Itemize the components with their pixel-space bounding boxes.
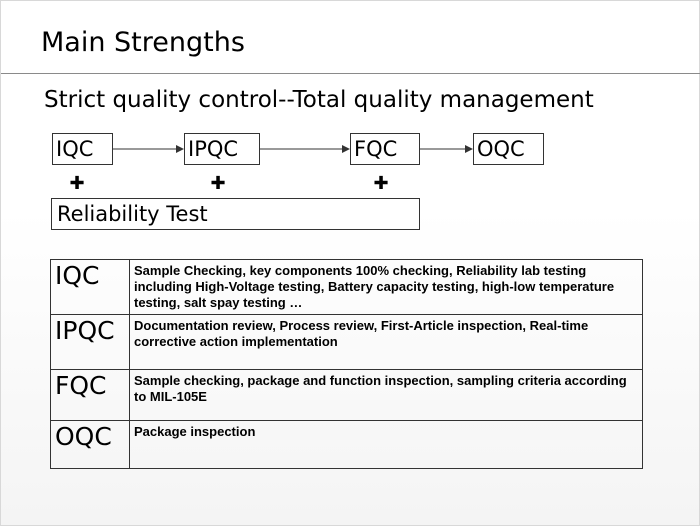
qc-code: IPQC [51,315,130,370]
plus-icon: ✚ [210,173,226,194]
stage-oqc-box: OQC [473,133,544,165]
qc-details-table [50,259,643,469]
qc-description: Documentation review, Process review, First-Article inspection, Real-time corrective action implementation [130,315,643,370]
slide-subtitle: Strict quality control--Total quality management [44,87,594,113]
table-row [51,421,643,469]
table-row [51,260,643,315]
qc-code: IQC [51,260,130,315]
plus-icon: ✚ [373,173,389,194]
stage-ipqc-box: IPQC [184,133,260,165]
qc-code: OQC [51,421,130,469]
qc-description: Sample Checking, key components 100% checking, Reliability lab testing including High-Voltage testing, Battery capacity testing, high-low temperature testing, salt spay testing … [130,260,643,315]
stage-fqc-box: FQC [350,133,420,165]
qc-description: Sample checking, package and function inspection, sampling criteria according to MIL-105E [130,370,643,421]
stage-iqc-box: IQC [52,133,113,165]
qc-code: FQC [51,370,130,421]
table-row [51,370,643,421]
qc-description: Package inspection [130,421,643,469]
table-row [51,315,643,370]
reliability-test-box: Reliability Test [51,198,420,230]
slide-title: Main Strengths [41,27,245,58]
plus-icon: ✚ [69,173,85,194]
